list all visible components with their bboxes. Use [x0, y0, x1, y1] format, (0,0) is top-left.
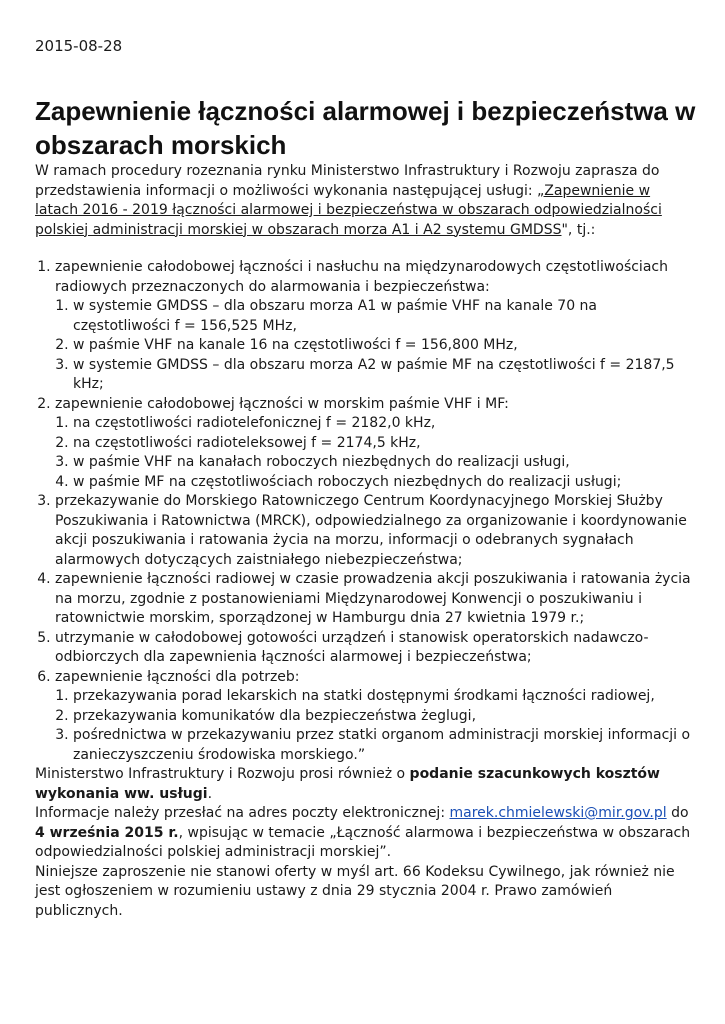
contact-text-mid: do — [666, 805, 689, 821]
sub-list-item: 3. w systemie GMDSS – dla obszaru morza A2 w paśmie MF na częstotliwości f = 2187,5 kHz; — [73, 356, 697, 395]
sub-list-item: 2. przekazywania komunikatów dla bezpieczeństwa żeglugi, — [73, 707, 697, 727]
service-title-link[interactable]: „Zapewnienie w latach 2016 - 2019 łączności alarmowej i bezpieczeństwa w obszarach odpowiedzialności polskiej administracji morskiej w obszarach morza A1 i A2 systemu GMDSS — [35, 182, 662, 238]
list-item-text: zapewnienie całodobowej łączności i nasłuchu na międzynarodowych częstotliwościach radiowych przeznaczonych do alarmowania i bezpieczeństwa: — [55, 259, 668, 295]
sub-list-item: 2. w paśmie VHF na kanale 16 na częstotliwości f = 156,800 MHz, — [73, 336, 697, 356]
disclaimer-paragraph: Niniejsze zaproszenie nie stanowi oferty w myśl art. 66 Kodeksu Cywilnego, jak również nie jest ogłoszeniem w rozumieniu ustawy z dnia 29 stycznia 2004 r. Prawo zamówień publicznych. — [35, 863, 675, 919]
requirements-list — [35, 258, 697, 765]
list-item — [55, 668, 697, 766]
page-title: Zapewnienie łączności alarmowej i bezpieczeństwa w obszarach morskich — [35, 96, 696, 160]
list-item — [55, 258, 697, 395]
intro-paragraph — [35, 162, 697, 240]
email-link[interactable]: marek.chmielewski@mir.gov.pl — [449, 805, 667, 821]
intro-text-after: ", tj.: — [561, 221, 596, 238]
contact-paragraph — [35, 804, 697, 863]
list-item-text: zapewnienie łączności radiowej w czasie prowadzenia akcji poszukiwania i ratowania życia na morzu, zgodnie z postanowieniami Międzynarodowej Konwencji o poszukiwaniu i ratownictwie morskim, sporządzonej w Hamburgu dnia 27 kwietnia 1979 r.; — [55, 571, 691, 626]
list-item — [55, 629, 697, 668]
list-item-text: przekazywanie do Morskiego Ratowniczego Centrum Koordynacyjnego Morskiej Służby Poszukiwania i Ratownictwa (MRCK), odpowiedzialnego za organizowanie i koordynowanie akcji poszukiwania i ratowania życia na morzu, informacji o odebranych sygnałach alarmowych dotyczących zaistniałego niebezpieczeństwa; — [55, 493, 687, 568]
list-item-text: zapewnienie łączności dla potrzeb: — [55, 668, 300, 685]
sub-list-item: 1. przekazywania porad lekarskich na statki dostępnymi środkami łączności radiowej, — [73, 687, 697, 707]
deadline-date: 4 września 2015 r. — [35, 824, 179, 841]
cost-request-paragraph — [35, 765, 697, 804]
intro-text-before: W ramach procedury rozeznania rynku Ministerstwo Infrastruktury i Rozwoju zaprasza do przedstawienia informacji o możliwości wykonania następującej usługi: — [35, 163, 660, 199]
sub-list — [55, 297, 697, 395]
contact-text-before: Informacje należy przesłać na adres poczty elektronicznej: — [35, 805, 450, 821]
list-item-text: utrzymanie w całodobowej gotowości urządzeń i stanowisk operatorskich nadawczo-odbiorczych dla zapewnienia łączności alarmowej i bezpieczeństwa; — [55, 629, 649, 665]
document-page — [35, 36, 697, 921]
cost-request-end: . — [207, 785, 213, 802]
sub-list-item: 1. na częstotliwości radiotelefonicznej f = 2182,0 kHz, — [73, 414, 697, 434]
list-item — [55, 492, 697, 570]
cost-request-bold: podanie szacunkowych kosztów wykonania ww. usługi — [35, 766, 660, 802]
sub-list-item: 3. pośrednictwa w przekazywaniu przez statki organom administracji morskiej informacji o zanieczyszczeniu środowiska morskiego.” — [73, 726, 697, 765]
sub-list — [55, 687, 697, 765]
publication-date: 2015-08-28 — [35, 37, 123, 55]
sub-list-item: 2. na częstotliwości radioteleksowej f = 2174,5 kHz, — [73, 434, 697, 454]
sub-list — [55, 414, 697, 492]
sub-list-item: 1. w systemie GMDSS – dla obszaru morza A1 w paśmie VHF na kanale 70 na częstotliwości f = 156,525 MHz, — [73, 297, 697, 336]
list-item — [55, 570, 697, 629]
cost-request-text: Ministerstwo Infrastruktury i Rozwoju prosi również o — [35, 766, 410, 782]
contact-text-after: , wpisując w temacie „Łączność alarmowa i bezpieczeństwa w obszarach odpowiedzialności polskiej administracji morskiej”. — [35, 824, 691, 860]
list-item — [55, 395, 697, 493]
list-item-text: zapewnienie całodobowej łączności w morskim paśmie VHF i MF: — [55, 395, 509, 412]
sub-list-item: 4. w paśmie MF na częstotliwościach roboczych niezbędnych do realizacji usługi; — [73, 473, 697, 493]
sub-list-item: 3. w paśmie VHF na kanałach roboczych niezbędnych do realizacji usługi, — [73, 453, 697, 473]
